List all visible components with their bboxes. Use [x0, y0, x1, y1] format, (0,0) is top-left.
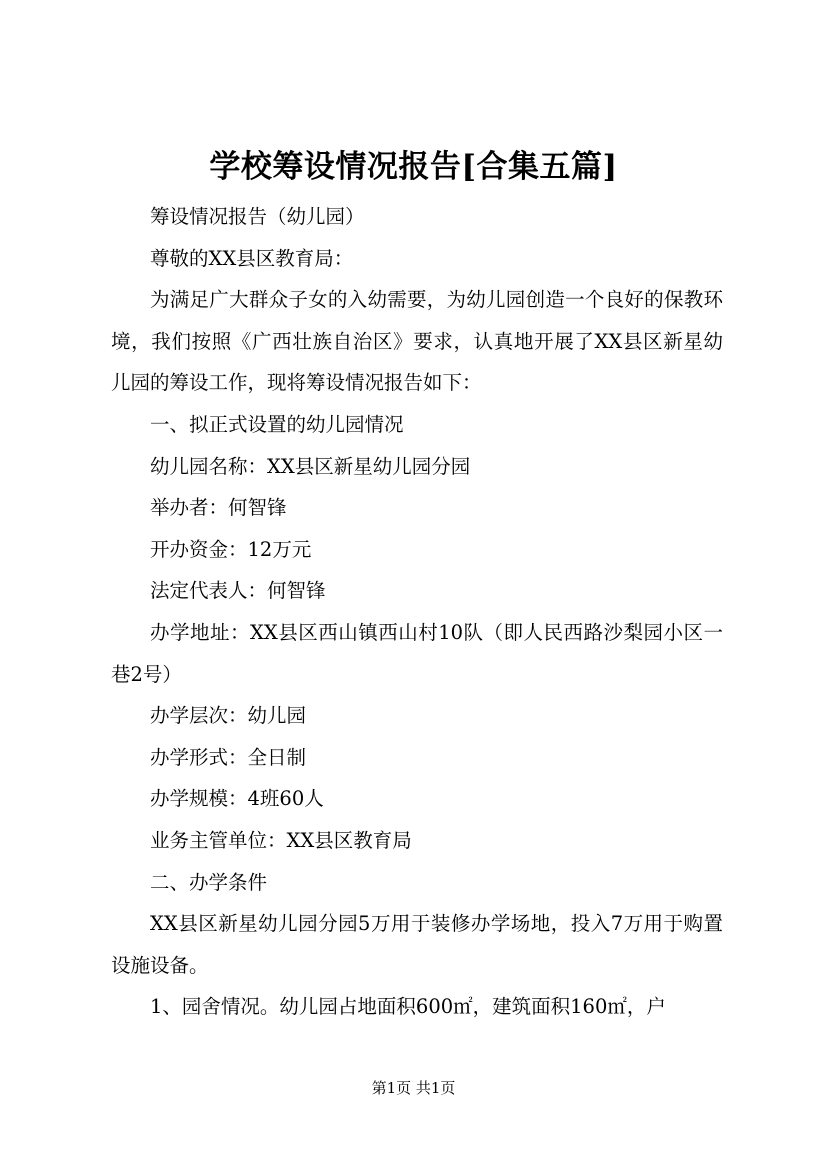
field-supervisor: 业务主管单位：XX县区教育局: [150, 828, 412, 852]
field-organizer: 举办者：何智锋: [150, 496, 287, 520]
paragraph-heading: 筹设情况报告（幼儿园）: [150, 205, 365, 228]
paragraph-investment: XX县区新星幼儿园分园5万用于装修办学场地，投入7万用于购置设施设备。: [111, 912, 723, 977]
field-funding: 开办资金：12万元: [150, 537, 312, 561]
document-body: [111, 196, 723, 1028]
paragraph-salutation: 尊敬的XX县区教育局：: [150, 246, 354, 270]
field-level: 办学层次：幼儿园: [150, 704, 307, 728]
paragraph-premises: 1、园舍情况。幼儿园占地面积600㎡，建筑面积160㎡，户: [150, 995, 666, 1019]
page-footer: [0, 1078, 827, 1098]
document-title: 学校筹设情况报告[合集五篇]: [209, 149, 618, 185]
field-legal-representative: 法定代表人：何智锋: [150, 579, 326, 603]
field-scale: 办学规模：4班60人: [150, 787, 324, 811]
field-form: 办学形式：全日制: [150, 745, 307, 769]
page-number-label: 第1页 共1页: [371, 1079, 456, 1097]
field-kindergarten-name: 幼儿园名称：XX县区新星幼儿园分园: [150, 454, 471, 478]
section-heading-2: 二、办学条件: [150, 870, 268, 894]
field-address: 办学地址：XX县区西山镇西山村10队（即人民西路沙梨园小区一巷2号）: [111, 620, 723, 686]
section-heading-1: 一、拟正式设置的幼儿园情况: [150, 412, 404, 436]
paragraph-intro: 为满足广大群众子女的入幼需要，为幼儿园创造一个良好的保教环境，我们按照《广西壮族自治区》要求，认真地开展了XX县区新星幼儿园的筹设工作，现将筹设情况报告如下：: [111, 288, 723, 395]
